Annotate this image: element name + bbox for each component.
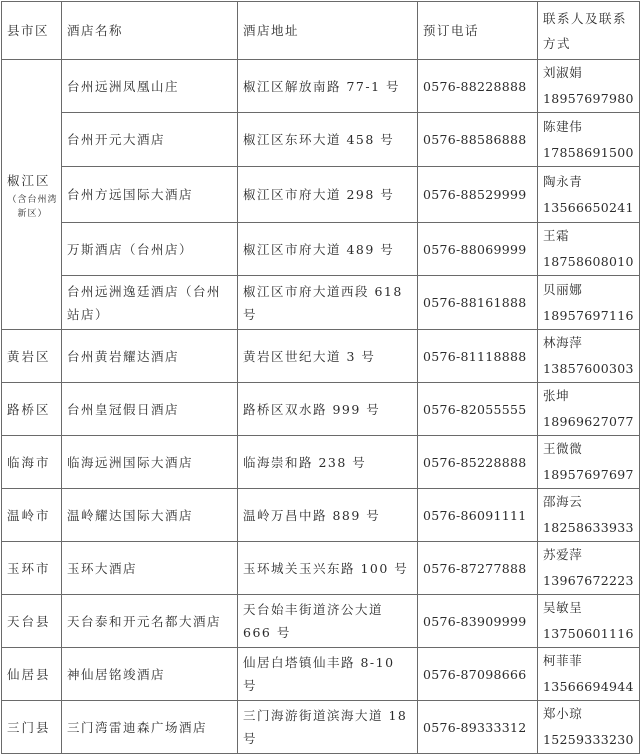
cell-contact xyxy=(538,276,640,330)
cell-contact xyxy=(538,60,640,113)
contact-name: 吴敏呈 xyxy=(543,600,583,615)
table-row xyxy=(2,113,640,167)
cell-hotel-name: 台州远洲凤凰山庄 xyxy=(62,60,238,113)
contact-tel: 18758608010 xyxy=(543,254,634,269)
cell-contact xyxy=(538,701,640,754)
cell-contact xyxy=(538,542,640,595)
cell-hotel-address: 椒江区市府大道西段 618 号 xyxy=(238,276,418,330)
contact-name: 贝丽娜 xyxy=(543,281,583,297)
contact-tel: 15259333230 xyxy=(543,732,634,747)
cell-hotel-address: 温岭万昌中路 889 号 xyxy=(238,489,418,542)
contact-name: 王微微 xyxy=(543,441,583,456)
contact-name: 柯菲菲 xyxy=(543,653,583,668)
cell-contact xyxy=(538,223,640,276)
table-row xyxy=(2,167,640,223)
table-body xyxy=(2,60,640,754)
header-row xyxy=(2,2,640,60)
cell-county-jiaojiang xyxy=(2,60,62,330)
table-row xyxy=(2,276,640,330)
table-row xyxy=(2,223,640,276)
cell-county: 仙居县 xyxy=(2,648,62,701)
cell-hotel-name: 玉环大酒店 xyxy=(62,542,238,595)
contact-name: 陈建伟 xyxy=(543,118,583,134)
cell-contact xyxy=(538,167,640,223)
cell-county: 温岭市 xyxy=(2,489,62,542)
cell-hotel-name: 神仙居铭竣酒店 xyxy=(62,648,238,701)
header-address: 酒店地址 xyxy=(238,2,418,60)
cell-phone: 0576-87277888 xyxy=(418,542,538,595)
cell-hotel-address: 椒江区市府大道 298 号 xyxy=(238,167,418,223)
table-row xyxy=(2,436,640,489)
contact-tel: 17858691500 xyxy=(543,144,634,160)
header-contact: 联系人及联系方式 xyxy=(538,2,640,60)
cell-hotel-address: 黄岩区世纪大道 3 号 xyxy=(238,330,418,383)
cell-phone: 0576-83909999 xyxy=(418,595,538,648)
cell-phone: 0576-89333312 xyxy=(418,701,538,754)
cell-county: 三门县 xyxy=(2,701,62,754)
contact-name: 张坤 xyxy=(543,388,570,403)
cell-hotel-name: 台州远洲逸廷酒店（台州站店） xyxy=(62,276,238,330)
contact-name: 陶永青 xyxy=(543,173,583,189)
cell-phone: 0576-88069999 xyxy=(418,223,538,276)
table-row xyxy=(2,330,640,383)
cell-phone: 0576-88161888 xyxy=(418,276,538,330)
contact-tel: 13857600303 xyxy=(543,361,634,376)
cell-hotel-address: 路桥区双水路 999 号 xyxy=(238,383,418,436)
cell-county: 天台县 xyxy=(2,595,62,648)
contact-tel: 18957697116 xyxy=(543,307,634,323)
cell-hotel-address: 椒江区市府大道 489 号 xyxy=(238,223,418,276)
cell-contact xyxy=(538,383,640,436)
contact-name: 郑小琼 xyxy=(543,706,583,721)
cell-hotel-name: 温岭耀达国际大酒店 xyxy=(62,489,238,542)
cell-county: 玉环市 xyxy=(2,542,62,595)
cell-hotel-name: 台州黄岩耀达酒店 xyxy=(62,330,238,383)
cell-county: 黄岩区 xyxy=(2,330,62,383)
table-row xyxy=(2,60,640,113)
header-county: 县市区 xyxy=(2,2,62,60)
contact-name: 邵海云 xyxy=(543,494,583,509)
cell-hotel-address: 椒江区东环大道 458 号 xyxy=(238,113,418,167)
cell-phone: 0576-85228888 xyxy=(418,436,538,489)
cell-county: 临海市 xyxy=(2,436,62,489)
table-row xyxy=(2,701,640,754)
cell-hotel-name: 台州皇冠假日酒店 xyxy=(62,383,238,436)
header-phone: 预订电话 xyxy=(418,2,538,60)
cell-hotel-address: 椒江区解放南路 77-1 号 xyxy=(238,60,418,113)
cell-hotel-name: 临海远洲国际大酒店 xyxy=(62,436,238,489)
contact-tel: 18969627077 xyxy=(543,414,634,429)
contact-name: 刘淑娟 xyxy=(543,65,583,80)
cell-hotel-name: 三门湾雷迪森广场酒店 xyxy=(62,701,238,754)
cell-hotel-address: 临海崇和路 238 号 xyxy=(238,436,418,489)
table-row xyxy=(2,542,640,595)
contact-name: 林海萍 xyxy=(543,335,583,350)
cell-phone: 0576-88586888 xyxy=(418,113,538,167)
cell-contact xyxy=(538,648,640,701)
cell-phone: 0576-81118888 xyxy=(418,330,538,383)
contact-tel: 18957697980 xyxy=(543,91,634,106)
table-row xyxy=(2,595,640,648)
cell-phone: 0576-86091111 xyxy=(418,489,538,542)
contact-tel: 13566694944 xyxy=(543,679,634,694)
county-note: （含台州湾新区） xyxy=(7,195,58,219)
cell-phone: 0576-82055555 xyxy=(418,383,538,436)
header-name: 酒店名称 xyxy=(62,2,238,60)
contact-tel: 13566650241 xyxy=(543,199,634,215)
cell-contact xyxy=(538,330,640,383)
contact-tel: 13967672223 xyxy=(543,573,634,588)
contact-tel: 18957697697 xyxy=(543,467,634,482)
cell-phone: 0576-88228888 xyxy=(418,60,538,113)
table-row xyxy=(2,489,640,542)
contact-tel: 18258633933 xyxy=(543,520,634,535)
cell-hotel-address: 天台始丰街道济公大道 666 号 xyxy=(238,595,418,648)
cell-hotel-address: 玉环城关玉兴东路 100 号 xyxy=(238,542,418,595)
table-row xyxy=(2,383,640,436)
cell-hotel-name: 台州开元大酒店 xyxy=(62,113,238,167)
table-row xyxy=(2,648,640,701)
cell-hotel-name: 天台泰和开元名都大酒店 xyxy=(62,595,238,648)
cell-contact xyxy=(538,595,640,648)
hotel-table xyxy=(1,1,640,754)
cell-contact xyxy=(538,436,640,489)
cell-county: 路桥区 xyxy=(2,383,62,436)
cell-contact xyxy=(538,489,640,542)
contact-name: 王霜 xyxy=(543,228,570,243)
cell-hotel-name: 台州方远国际大酒店 xyxy=(62,167,238,223)
cell-hotel-address: 仙居白塔镇仙丰路 8-10 号 xyxy=(238,648,418,701)
cell-hotel-address: 三门海游街道滨海大道 18 号 xyxy=(238,701,418,754)
cell-contact xyxy=(538,113,640,167)
county-name: 椒江区 xyxy=(7,173,51,188)
contact-name: 苏爱萍 xyxy=(543,547,583,562)
contact-tel: 13750601116 xyxy=(543,626,634,641)
cell-phone: 0576-87098666 xyxy=(418,648,538,701)
cell-hotel-name: 万斯酒店（台州店） xyxy=(62,223,238,276)
cell-phone: 0576-88529999 xyxy=(418,167,538,223)
